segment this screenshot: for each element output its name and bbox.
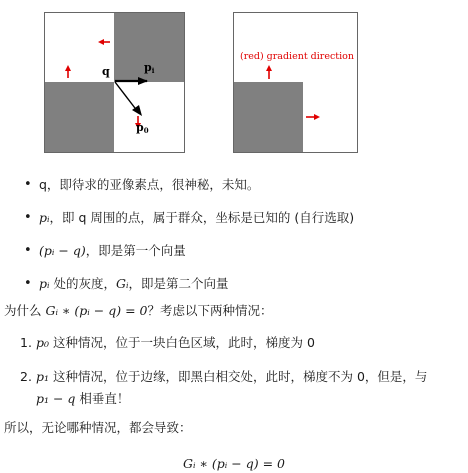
cases-list	[20, 334, 427, 408]
bullet-math: pᵢ	[39, 210, 50, 225]
bullet-item	[24, 209, 354, 242]
bullet-text: ，即 q 周围的点，属于群众，坐标是已知的 (自行选取)	[49, 210, 355, 225]
bullet-item	[24, 242, 354, 275]
case-text: 这种情况，位于边缘，即黑白相交处，此时，梯度不为 0，但是，与	[49, 369, 428, 384]
gray-square-bottom-left-right-panel	[234, 82, 303, 152]
right-panel	[234, 13, 358, 153]
diagram-svg	[44, 12, 362, 154]
case-text: 这种情况，位于一块白色区域，此时，梯度为 0	[49, 335, 315, 350]
case-line2	[36, 390, 427, 408]
gray-square-bottom-left	[45, 82, 114, 152]
case-number: 2.	[20, 369, 32, 384]
bullet-item	[24, 176, 354, 209]
final-formula: Gᵢ ∗ (pᵢ − q) = 0	[182, 456, 285, 471]
gradient-diagram	[44, 12, 362, 154]
bullet-math: Gᵢ	[116, 276, 129, 291]
conclusion-text: 所以，无论哪种情况，都会导致：	[4, 420, 192, 435]
bullet-text: q，即待求的亚像素点，很神秘，未知。	[39, 177, 260, 192]
bullet-text: 处的灰度，	[49, 276, 117, 291]
case-text: 相垂直！	[75, 391, 130, 406]
case-math: p₁	[36, 369, 50, 384]
label-q: q	[102, 65, 110, 78]
case-math: p₁ − q	[36, 391, 76, 406]
case-item	[20, 368, 427, 408]
question-pre: 为什么	[4, 303, 46, 318]
case-item	[20, 334, 427, 368]
bullet-text: ，即是第二个向量	[128, 276, 229, 291]
label-pi: pi	[144, 61, 155, 75]
question-math: Gᵢ ∗ (pᵢ − q) = 0	[45, 303, 148, 318]
bullet-math: (pᵢ − q)	[39, 243, 86, 258]
question-post: ？考虑以下两种情况：	[147, 303, 273, 318]
case-math: p₀	[36, 335, 50, 350]
bullet-list	[24, 176, 354, 308]
gradient-direction-label: (red) gradient direction	[240, 51, 354, 62]
question-paragraph	[4, 302, 273, 320]
bullet-math: pᵢ	[39, 276, 50, 291]
left-panel	[45, 13, 185, 153]
case-number: 1.	[20, 335, 32, 350]
label-p0: p0	[136, 121, 149, 135]
bullet-text: ，即是第一个向量	[85, 243, 186, 258]
